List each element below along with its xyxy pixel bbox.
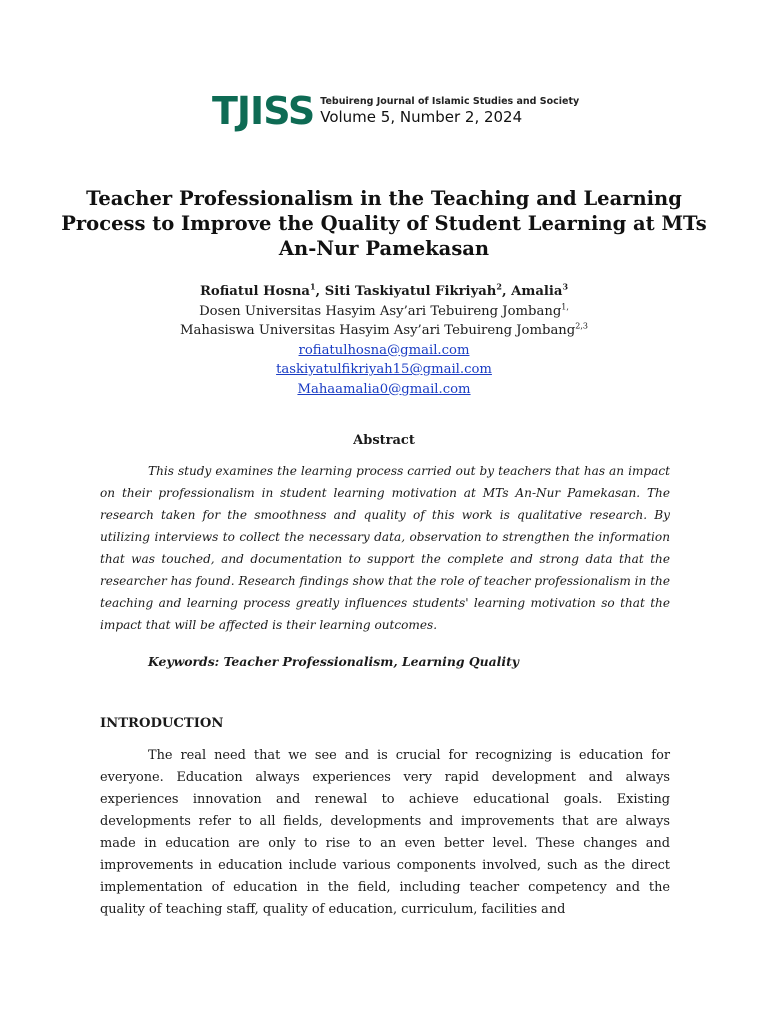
authors-block <box>60 282 708 399</box>
affiliation <box>60 321 708 341</box>
author-sep: , <box>501 284 512 299</box>
affiliation-text: Dosen Universitas Hasyim Asy’ari Tebuireng Jombang <box>199 303 562 319</box>
author-name: Rofiatul Hosna <box>199 284 310 299</box>
author-sup: 1 <box>309 281 316 292</box>
journal-logo: TJISS <box>212 89 315 133</box>
affiliation-text: Mahasiswa Universitas Hasyim Asy’ari Tebuireng Jombang <box>180 323 576 338</box>
author-list <box>60 282 708 302</box>
keywords: Keywords: Teacher Professionalism, Learning Quality <box>148 654 519 669</box>
author-sup: 2 <box>496 281 502 292</box>
journal-meta <box>320 97 579 126</box>
author-name: Siti Taskiyatul Fikriyah <box>324 284 497 299</box>
abstract-heading: Abstract <box>353 433 415 448</box>
author-name: Amalia <box>511 284 563 299</box>
introduction-heading: INTRODUCTION <box>100 716 224 731</box>
abstract-body: This study examines the learning process carried out by teachers that has an impact on their professionalism in student learning motivation at MTs An-Nur Pamekasan. The research taken for the smoothness and quality of this work is qualitative research. By utilizing interviews to collect the necessary data, observation to strengthen the information that was touched, and documentation to support the complete and strong data that the researcher has found. Research findings show that the role of teacher professionalism in the teaching and learning process greatly influences students' learning motivation so that the impact that will be affected is their learning outcomes. <box>100 464 670 632</box>
email-link[interactable]: taskiyatulfikriyah15@gmail.com <box>276 362 492 377</box>
journal-header <box>212 89 580 133</box>
author-sep: , <box>315 284 325 299</box>
paper-title: Teacher Professionalism in the Teaching and Learning Process to Improve the Quality of Student Learning at MTs An-Nur Pamekasan <box>61 187 707 260</box>
affiliation-sup: 1, <box>561 302 569 312</box>
introduction-body: The real need that we see and is crucial for recognizing is education for everyone. Education always experiences very rapid development and always experiences innovation and renewal to achieve educational goals. Existing developments refer to all fields, developments and improvements that are always made in education are only to rise to an even better level. These changes and improvements in education include various components involved, such as the direct implementation of education in the field, including teacher competency and the quality of teaching staff, quality of education, curriculum, facilities and <box>100 748 670 917</box>
journal-name: Tebuireng Journal of Islamic Studies and Society <box>320 95 580 107</box>
email-link[interactable]: rofiatulhosna@gmail.com <box>298 342 470 358</box>
email-link[interactable]: Mahaamalia0@gmail.com <box>297 381 471 397</box>
affiliation-sup: 2,3 <box>575 321 588 331</box>
affiliation <box>60 302 708 322</box>
author-sup: 3 <box>562 281 569 292</box>
journal-volume: Volume 5, Number 2, 2024 <box>320 107 523 126</box>
